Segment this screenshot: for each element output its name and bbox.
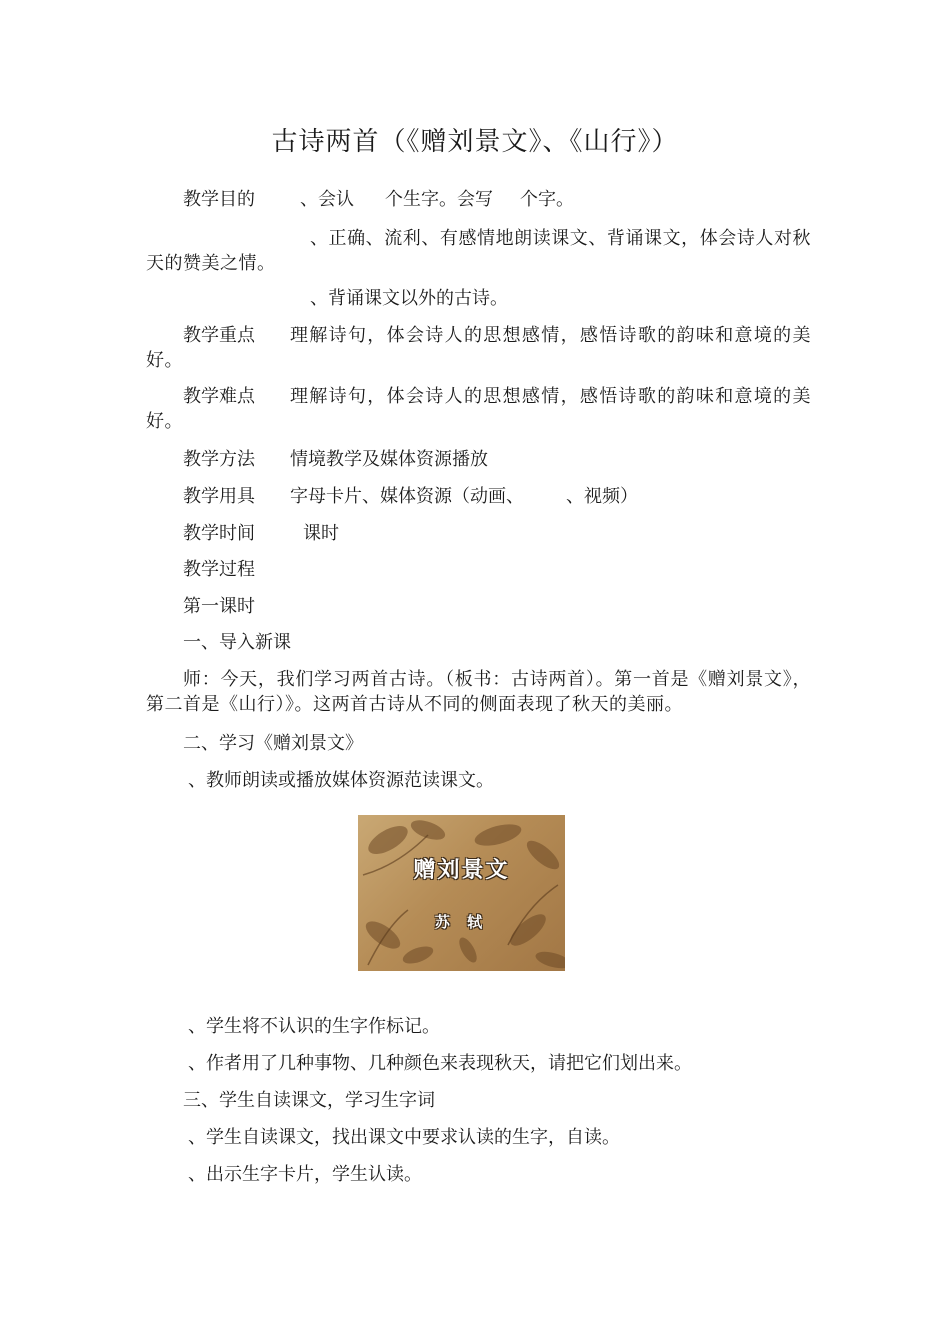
section-1-heading: 一、导入新课 bbox=[183, 632, 291, 653]
objective-2: 、正确、流利、有感情地朗读课文、背诵课文，体会诗人对秋天的赞美之情。 bbox=[146, 228, 811, 274]
objective-3: 、背诵课文以外的古诗。 bbox=[310, 288, 508, 309]
objective-1-part3: 个字。 bbox=[520, 189, 574, 210]
time-text: 课时 bbox=[303, 523, 339, 544]
leaf-pattern-illustration bbox=[358, 815, 565, 971]
section-3-heading: 三、学生自读课文，学习生字词 bbox=[183, 1090, 435, 1111]
method-label: 教学方法 bbox=[183, 449, 255, 470]
tools-text: 字母卡片、媒体资源（动画、 bbox=[290, 486, 524, 507]
tools-text-2: 、视频） bbox=[566, 486, 638, 507]
tools-label: 教学用具 bbox=[183, 486, 255, 507]
time-label: 教学时间 bbox=[183, 523, 255, 544]
section-2-step-2: 、学生将不认识的生字作标记。 bbox=[188, 1016, 440, 1037]
objective-1-part2: 个生字。会写 bbox=[385, 189, 493, 210]
difficulty-label: 教学难点 bbox=[183, 386, 255, 407]
lesson-heading: 第一课时 bbox=[183, 596, 255, 617]
section-1-text: 师：今天，我们学习两首古诗。（板书：古诗两首）。第一首是《赠刘景文》，第二首是《山行）》。这两首古诗从不同的侧面表现了秋天的美丽。 bbox=[146, 669, 811, 715]
section-3-step-1: 、学生自读课文，找出课文中要求认读的生字，自读。 bbox=[188, 1127, 620, 1148]
difficulty-text: 理解诗句，体会诗人的思想感情，感悟诗歌的韵味和意境的美好。 bbox=[146, 386, 811, 432]
key-point-label: 教学重点 bbox=[183, 325, 255, 346]
objectives-label: 教学目的 bbox=[183, 189, 255, 210]
image-poem-author: 苏 轼 bbox=[434, 913, 489, 931]
section-2-heading: 二、学习《赠刘景文》 bbox=[183, 733, 363, 754]
image-poem-title: 赠刘景文 bbox=[413, 858, 510, 883]
poem-video-still bbox=[358, 815, 565, 971]
key-point-text: 理解诗句，体会诗人的思想感情，感悟诗歌的韵味和意境的美好。 bbox=[146, 325, 811, 371]
page-title: 古诗两首（《赠刘景文》、《山行》） bbox=[271, 127, 679, 157]
section-2-step-3: 、作者用了几种事物、几种颜色来表现秋天，请把它们划出来。 bbox=[188, 1053, 692, 1074]
method-text: 情境教学及媒体资源播放 bbox=[290, 449, 488, 470]
process-label: 教学过程 bbox=[183, 559, 255, 580]
section-3-step-2: 、出示生字卡片，学生认读。 bbox=[188, 1164, 422, 1185]
section-2-step-1: 、教师朗读或播放媒体资源范读课文。 bbox=[188, 770, 494, 791]
objective-1-part1: 、会认 bbox=[300, 189, 354, 210]
